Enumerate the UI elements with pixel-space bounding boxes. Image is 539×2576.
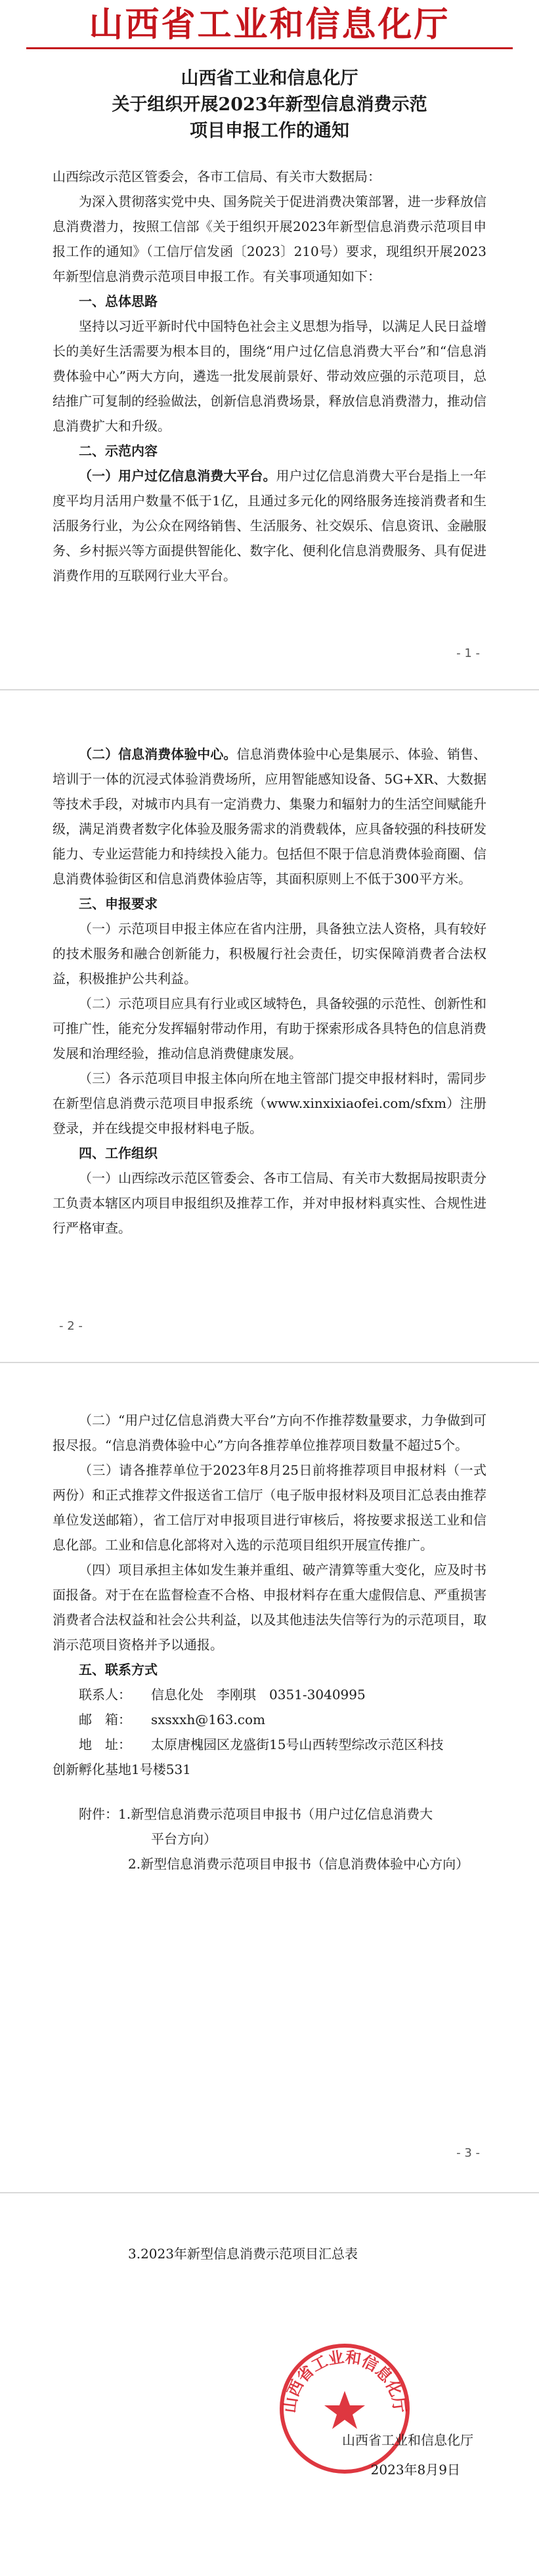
section-1-heading: 一、总体思路	[79, 293, 158, 309]
section-4-para-2: （二）“用户过亿信息消费大平台”方向不作推荐数量要求，力争做到可报尽报。“信息消费体验中心”方向各推荐单位推荐项目数量不超过5个。	[53, 1412, 486, 1453]
contact-email-value: sxsxxh@163.com	[151, 1712, 265, 1727]
section-2-para-2-body: 信息消费体验中心是集展示、体验、销售、培训于一体的沉浸式体验消费场所，应用智能感知设备、5G+XR、大数据等技术手段，对城市内具有一定消费力、集聚力和辐射力的生活空间赋能升级，满足消费者数字化体验及服务需求的消费载体，应具备较强的科技研发能力、专业运营能力和持续投入能力。包括但不限于信息消费体验商圈、信息消费体验街区和信息消费体验店等，其面积原则上不低于300平方米。	[53, 746, 487, 887]
doc-title-line-1: 山西省工业和信息化厅	[181, 68, 358, 89]
page-number-1: - 1 -	[456, 646, 480, 660]
page-4	[0, 2241, 539, 2266]
page-separator-3	[0, 2192, 539, 2193]
attachment-2: 2.新型信息消费示范项目申报书（信息消费体验中心方向）	[128, 1856, 469, 1872]
doc-title-line-3: 项目申报工作的通知	[190, 121, 349, 141]
contact-address-row	[53, 1732, 486, 1757]
intro-paragraph: 为深入贯彻落实党中央、国务院关于促进消费决策部署，进一步释放信息消费潜力，按照工信部《关于组织开展2023年新型信息消费示范项目申报工作的通知》（工信厅信发函〔2023〕210号）要求，现组织开展2023年新型信息消费示范项目申报工作。有关事项通知如下：	[53, 194, 486, 284]
section-4-heading: 四、工作组织	[79, 1145, 158, 1161]
contact-address-row-2	[53, 1757, 486, 1782]
masthead	[0, 0, 539, 51]
attachments-label: 附件：	[79, 1806, 118, 1822]
page-separator-1	[0, 689, 539, 690]
page-3	[0, 1408, 539, 1876]
attachments-row-1	[53, 1802, 486, 1826]
section-2-para-1	[53, 463, 486, 588]
section-4-para-3: （三）请各推荐单位于2023年8月25日前将推荐项目申报材料（一式两份）和正式推荐文件报送省工信厅（电子版申报材料及项目汇总表由推荐单位发送邮箱），省工信厅对申报项目进行审核后，将按要求报送工业和信息化部。工业和信息化部将对入选的示范项目组织开展宣传推广。	[53, 1462, 486, 1553]
attachment-3: 3.2023年新型信息消费示范项目汇总表	[128, 2246, 358, 2262]
official-seal	[276, 2340, 414, 2478]
section-4-para-1: （一）山西综改示范区管委会、各市工信局、有关市大数据局按职责分工负责本辖区内项目申报组织及推荐工作，并对申报材料真实性、合规性进行严格审查。	[53, 1170, 486, 1236]
contact-person-value: 信息化处 李刚琪 0351-3040995	[151, 1687, 366, 1702]
section-3-para-1: （一）示范项目申报主体应在省内注册，具备独立法人资格，具有较好的技术服务和融合创新能力，积极履行社会责任，切实保障消费者合法权益，积极推护公共利益。	[53, 921, 486, 986]
attachment-1-cont: 平台方向）	[151, 1831, 217, 1847]
section-2-para-2-lead: （二）信息消费体验中心。	[79, 746, 237, 762]
section-2-para-2	[53, 742, 486, 891]
page-1	[0, 66, 539, 588]
section-3-para-2: （二）示范项目应具有行业或区域特色，具备较强的示范性、创新性和可推广性，能充分发挥辐射带动作用，有助于探索形成各具特色的信息消费发展和治理经验，推动信息消费健康发展。	[53, 996, 486, 1061]
section-1-body: 坚持以习近平新时代中国特色社会主义思想为指导，以满足人民日益增长的美好生活需要为根本目的，围绕“用户过亿信息消费大平台”和“信息消费体验中心”两大方向，遴选一批发展前景好、带动效应强的示范项目，总结推广可复制的经验做法，创新信息消费场景，释放信息消费潜力，推动信息消费扩大和升级。	[53, 318, 486, 434]
masthead-title: 山西省工业和信息化厅	[89, 5, 450, 45]
page-separator-2	[0, 1362, 539, 1363]
signature-date: 2023年8月9日	[370, 2462, 460, 2478]
seal-icon	[276, 2340, 414, 2478]
page-2	[0, 742, 539, 1240]
contact-address-value-2: 创新孵化基地1号楼531	[53, 1762, 191, 1777]
signature-org: 山西省工业和信息化厅	[342, 2432, 473, 2448]
section-2-para-1-lead: （一）用户过亿信息消费大平台。	[79, 468, 276, 484]
contact-person-label: 联系人：	[79, 1687, 131, 1702]
seal-text: 山西省工业和信息化厅	[280, 2347, 410, 2415]
doc-title-line-2: 关于组织开展2023年新型信息消费示范	[112, 95, 427, 115]
section-3-heading: 三、申报要求	[79, 896, 158, 912]
contact-email-label: 邮 箱：	[79, 1712, 131, 1727]
page-number-2: - 2 -	[59, 1319, 83, 1333]
addressee: 山西综改示范区管委会，各市工信局、有关市大数据局：	[53, 169, 381, 184]
contact-person-row	[53, 1682, 486, 1707]
section-4-para-4: （四）项目承担主体如发生兼并重组、破产清算等重大变化，应及时书面报备。对于在在监督检查不合格、申报材料存在重大虚假信息、严重损害消费者合法权益和社会公共利益，以及其他违法失信等行为的示范项目，取消示范项目资格并予以通报。	[53, 1562, 486, 1653]
masthead-rule	[26, 47, 513, 49]
contact-address-label: 地 址：	[79, 1737, 131, 1752]
section-2-para-1-body: 用户过亿信息消费大平台是指上一年度平均月活用户数量不低于1亿，且通过多元化的网络服务连接消费者和生活服务行业，为公众在网络销售、生活服务、社交娱乐、信息资讯、金融服务、乡村振兴等方面提供智能化、数字化、便利化信息消费服务、具有促进消费作用的互联网行业大平台。	[53, 468, 486, 583]
section-5-heading: 五、联系方式	[79, 1662, 158, 1678]
contact-email-row	[53, 1707, 486, 1732]
attachment-1: 1.新型信息消费示范项目申报书（用户过亿信息消费大	[118, 1806, 433, 1822]
section-2-heading: 二、示范内容	[79, 443, 158, 459]
page-number-3: - 3 -	[456, 2146, 480, 2160]
section-3-para-3: （三）各示范项目申报主体向所在地主管部门提交申报材料时，需同步在新型信息消费示范项目申报系统（www.xinxixiaofei.com/sfxm）注册登录，并在线提交申报材料电子版。	[53, 1070, 486, 1136]
contact-address-value-1: 太原唐槐园区龙盛街15号山西转型综改示范区科技	[151, 1737, 444, 1752]
